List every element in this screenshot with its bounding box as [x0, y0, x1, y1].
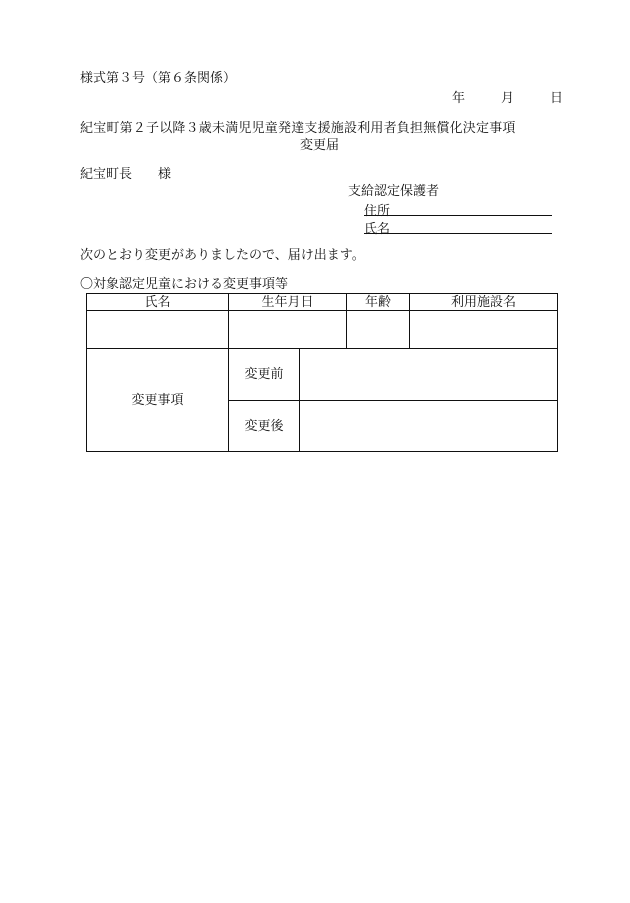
statement-text: 次のとおり変更がありましたので、届け出ます。 — [80, 248, 365, 263]
birthdate-cell[interactable] — [229, 311, 346, 348]
addressee: 紀宝町長 様 — [80, 167, 172, 182]
after-change-label: 変更後 — [244, 418, 284, 434]
applicant-label: 支給認定保護者 — [348, 184, 440, 199]
date-day: 日 — [550, 91, 564, 106]
after-change-value[interactable] — [300, 401, 557, 451]
document-title-line2: 変更届 — [300, 138, 340, 153]
child-name-cell[interactable] — [87, 311, 228, 348]
change-matters-label: 変更事項 — [131, 392, 184, 408]
change-table — [86, 293, 558, 452]
date-year: 年 — [452, 91, 466, 106]
date-line — [452, 92, 563, 105]
header-age: 年齢 — [364, 294, 391, 310]
section-title: 〇対象認定児童における変更事項等 — [80, 277, 289, 292]
document-title-line1: 紀宝町第２子以降３歳未満児児童発達支援施設利用者負担無償化決定事項 — [80, 121, 516, 136]
form-number: 様式第３号（第６条関係） — [80, 71, 237, 86]
header-facility: 利用施設名 — [450, 294, 516, 310]
header-name: 氏名 — [144, 294, 171, 310]
address-label: 住所 — [364, 204, 391, 219]
before-change-value[interactable] — [300, 349, 557, 400]
name-field[interactable] — [364, 217, 552, 237]
address-field[interactable] — [364, 199, 552, 219]
age-cell[interactable] — [347, 311, 409, 348]
header-birthdate: 生年月日 — [261, 294, 314, 310]
facility-cell[interactable] — [410, 311, 557, 348]
name-label: 氏名 — [364, 222, 391, 237]
before-change-label: 変更前 — [244, 367, 284, 382]
date-month: 月 — [501, 91, 515, 106]
